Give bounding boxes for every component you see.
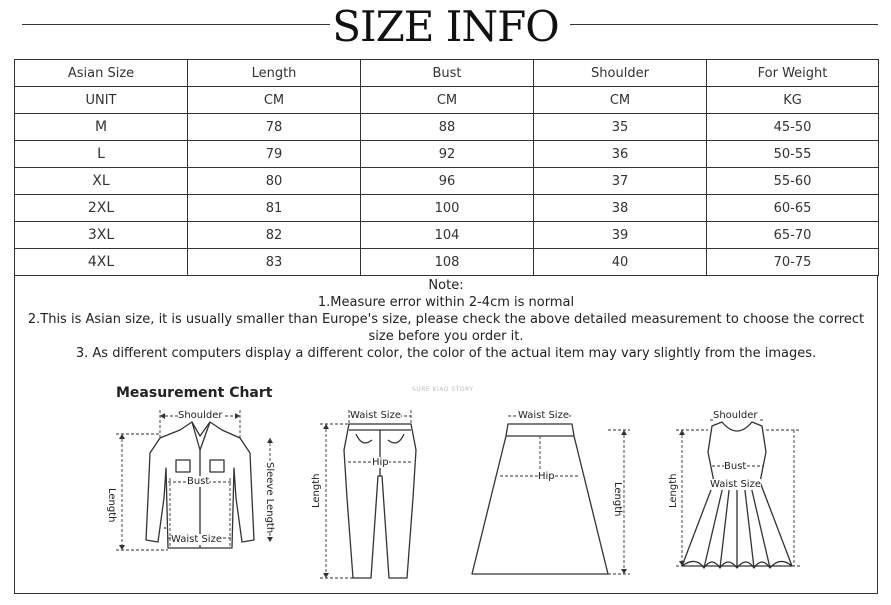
column-header: For Weight xyxy=(707,60,879,87)
note-line: 3. As different computers display a different color, the color of the actual item may vary slightly from the images. xyxy=(75,346,817,361)
watermark: SURE KIAO STORY xyxy=(412,386,474,393)
size-cell: XL xyxy=(15,168,188,195)
table-cell: 38 xyxy=(534,195,707,222)
notes-text xyxy=(15,277,877,362)
chart-title: Measurement Chart xyxy=(116,385,273,401)
table-cell: 55-60 xyxy=(707,168,879,195)
table-cell: 108 xyxy=(361,249,534,276)
skirt-length-label: Length xyxy=(612,482,623,517)
table-cell: 96 xyxy=(361,168,534,195)
table-cell: 82 xyxy=(188,222,361,249)
table-row xyxy=(15,141,879,168)
size-cell: L xyxy=(15,141,188,168)
size-table xyxy=(14,59,879,276)
table-cell: 45-50 xyxy=(707,114,879,141)
table-cell: 80 xyxy=(188,168,361,195)
table-cell: 88 xyxy=(361,114,534,141)
table-cell: 83 xyxy=(188,249,361,276)
table-row xyxy=(15,249,879,276)
shirt-bust-label: Bust xyxy=(187,476,210,487)
table-cell: 37 xyxy=(534,168,707,195)
table-cell: 70-75 xyxy=(707,249,879,276)
table-cell: 100 xyxy=(361,195,534,222)
shirt-sleeve-label: Sleeve Length xyxy=(264,462,275,534)
page-title: SIZE INFO xyxy=(332,2,559,51)
pants-length-label: Length xyxy=(311,473,322,508)
pants-illustration xyxy=(344,424,416,578)
size-cell: 2XL xyxy=(15,195,188,222)
shirt-waist-label: Waist Size xyxy=(171,534,222,545)
dress-length-label: Length xyxy=(668,473,679,508)
dress-shoulder-label: Shoulder xyxy=(713,410,758,421)
table-row xyxy=(15,195,879,222)
table-row xyxy=(15,114,879,141)
table-cell: 35 xyxy=(534,114,707,141)
pants-waist-label: Waist Size xyxy=(350,410,401,421)
size-cell: 3XL xyxy=(15,222,188,249)
table-cell: 78 xyxy=(188,114,361,141)
unit-cell: UNIT xyxy=(15,87,188,114)
table-cell: 104 xyxy=(361,222,534,249)
page-header xyxy=(0,0,891,56)
table-cell: 79 xyxy=(188,141,361,168)
shirt-shoulder-label: Shoulder xyxy=(178,410,223,421)
pants-hip-label: Hip xyxy=(372,457,389,468)
note-line: 2.This is Asian size, it is usually smaller than Europe's size, please check the above detailed measurement to choose the correct size before you order it. xyxy=(27,312,865,344)
unit-row xyxy=(15,87,879,114)
unit-cell: CM xyxy=(188,87,361,114)
size-cell: M xyxy=(15,114,188,141)
dress-waist-label: Waist Size xyxy=(710,479,761,490)
table-cell: 60-65 xyxy=(707,195,879,222)
table-cell: 36 xyxy=(534,141,707,168)
table-cell: 39 xyxy=(534,222,707,249)
dress-illustration xyxy=(682,422,792,568)
column-header: Asian Size xyxy=(15,60,188,87)
notes-heading: Note: xyxy=(428,278,464,293)
skirt-hip-label: Hip xyxy=(538,471,555,482)
table-row xyxy=(15,222,879,249)
size-cell: 4XL xyxy=(15,249,188,276)
column-header: Shoulder xyxy=(534,60,707,87)
table-row xyxy=(15,168,879,195)
unit-cell: CM xyxy=(534,87,707,114)
table-header-row xyxy=(15,60,879,87)
column-header: Length xyxy=(188,60,361,87)
shirt-length-label: Length xyxy=(106,488,117,523)
measurement-chart xyxy=(100,378,850,588)
table-cell: 50-55 xyxy=(707,141,879,168)
table-cell: 40 xyxy=(534,249,707,276)
table-cell: 92 xyxy=(361,141,534,168)
note-line: 1.Measure error within 2-4cm is normal xyxy=(317,295,575,310)
table-cell: 65-70 xyxy=(707,222,879,249)
table-cell: 81 xyxy=(188,195,361,222)
column-header: Bust xyxy=(361,60,534,87)
unit-cell: CM xyxy=(361,87,534,114)
skirt-waist-label: Waist Size xyxy=(518,410,569,421)
measure-lines xyxy=(116,410,800,578)
unit-cell: KG xyxy=(707,87,879,114)
dress-bust-label: Bust xyxy=(724,461,747,472)
